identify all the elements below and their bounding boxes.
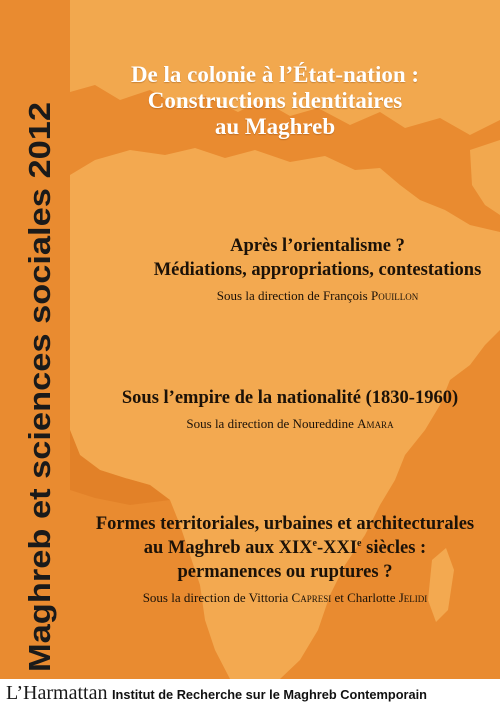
section-3-title-line-3: permanences ou ruptures ?	[177, 562, 393, 582]
publisher-name: L’Harmattan	[6, 682, 108, 704]
section-1-title-line-1: Après l’orientalisme ?	[230, 236, 405, 256]
section-nationality	[110, 386, 470, 433]
main-title-line-1: De la colonie à l’État-nation :	[130, 62, 420, 87]
section-2-title: Sous l’empire de la nationalité (1830-1960)	[121, 388, 459, 408]
section-3-director-name-1: Capresi	[291, 590, 332, 605]
section-3-director-name-2: Jelidi	[398, 590, 428, 605]
section-3-title-line-1: Formes territoriales, urbaines et architecturales	[95, 514, 475, 534]
main-title-line-3: au Maghreb	[214, 114, 336, 139]
section-3-line-2-part-a: au Maghreb aux XIX	[143, 538, 313, 558]
section-3-direction-prefix: Sous la direction de Vittoria	[142, 590, 292, 605]
section-3-superscript-1: e	[312, 537, 317, 549]
section-2-director-name: Amara	[357, 416, 394, 431]
section-1-direction-prefix: Sous la direction de François	[216, 288, 371, 303]
section-3-line-2-part-c: siècles :	[361, 538, 427, 558]
main-title-line-2: Constructions identitaires	[147, 88, 403, 113]
section-orientalism	[150, 234, 485, 305]
section-3-title-line-2	[80, 536, 490, 560]
section-1-direction	[150, 287, 485, 305]
section-3-line-2-part-b: -XXI	[316, 538, 358, 558]
section-1-director-name: Pouillon	[370, 288, 419, 303]
section-territorial-forms	[80, 512, 490, 607]
series-title-text: Maghreb et sciences sociales 2012	[23, 166, 57, 672]
section-3-direction	[80, 589, 490, 607]
institute-name: Institut de Recherche sur le Maghreb Contemporain	[112, 687, 427, 702]
section-3-superscript-2: e	[357, 537, 362, 549]
section-2-direction	[110, 415, 470, 433]
main-title	[80, 62, 470, 140]
section-3-direction-mid: et Charlotte	[331, 590, 399, 605]
section-1-title-line-2: Médiations, appropriations, contestations	[153, 260, 482, 280]
series-title-vertical	[0, 0, 70, 680]
section-2-direction-prefix: Sous la direction de Noureddine	[186, 416, 358, 431]
publisher-logo	[6, 682, 106, 710]
